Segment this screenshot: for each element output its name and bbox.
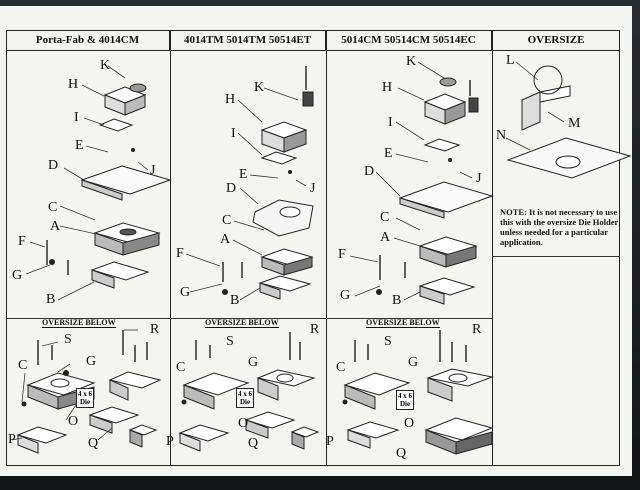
part-label-f: F bbox=[176, 246, 184, 261]
part-label-q: Q bbox=[88, 436, 99, 451]
die-size-text: 4 x 6 bbox=[238, 390, 252, 398]
part-label-h: H bbox=[382, 80, 393, 95]
die-size-box bbox=[396, 390, 414, 410]
part-label-q: Q bbox=[248, 436, 259, 451]
part-label-l: L bbox=[506, 53, 515, 68]
die-size-box bbox=[76, 388, 94, 408]
part-label-e: E bbox=[384, 146, 393, 161]
part-label-i: I bbox=[388, 115, 393, 130]
part-label-j: J bbox=[310, 181, 316, 196]
part-label-c: C bbox=[380, 210, 390, 225]
part-label-d: D bbox=[226, 181, 237, 196]
part-label-g: G bbox=[12, 268, 23, 283]
part-label-b: B bbox=[230, 293, 240, 308]
part-label-d: D bbox=[48, 158, 59, 173]
oversize-below-label: OVERSIZE BELOW bbox=[205, 318, 279, 327]
die-word: Die bbox=[79, 398, 91, 406]
part-label-s: S bbox=[226, 334, 234, 349]
part-label-c: C bbox=[222, 213, 232, 228]
column-header-4: OVERSIZE bbox=[527, 34, 585, 46]
part-label-e: E bbox=[75, 138, 84, 153]
part-label-r: R bbox=[150, 322, 160, 337]
part-label-k: K bbox=[406, 54, 417, 69]
column-header-1: Porta-Fab & 4014CM bbox=[6, 30, 170, 50]
part-label-p: P bbox=[8, 432, 16, 447]
part-label-b: B bbox=[46, 292, 56, 307]
part-label-h: H bbox=[68, 77, 79, 92]
part-label-c: C bbox=[48, 200, 58, 215]
die-size-text: 4 x 6 bbox=[78, 390, 92, 398]
part-label-o: O bbox=[404, 416, 415, 431]
part-label-a: A bbox=[380, 230, 391, 245]
column-header-2: 4014TM 5014TM 50514ET bbox=[170, 30, 326, 50]
part-label-o: O bbox=[68, 414, 79, 429]
part-label-f: F bbox=[18, 234, 26, 249]
part-label-g: G bbox=[248, 355, 259, 370]
part-label-a: A bbox=[220, 232, 231, 247]
part-label-c: C bbox=[336, 360, 346, 375]
part-label-s: S bbox=[384, 334, 392, 349]
part-label-m: M bbox=[568, 116, 581, 131]
part-label-p: P bbox=[326, 434, 334, 449]
oversize-note: NOTE: It is not necessary to use this with the oversize Die Holder unless needed for a particular application. bbox=[500, 207, 619, 247]
part-label-o: O bbox=[238, 416, 249, 431]
column-header-3: 5014CM 50514CM 50514EC bbox=[326, 30, 492, 50]
die-word: Die bbox=[239, 398, 251, 406]
part-label-p: P bbox=[166, 434, 174, 449]
part-label-j: J bbox=[150, 163, 156, 178]
part-label-g: G bbox=[340, 288, 351, 303]
die-size-text: 4 x 6 bbox=[398, 392, 412, 400]
die-word: Die bbox=[399, 400, 411, 408]
part-label-b: B bbox=[392, 293, 402, 308]
part-label-g: G bbox=[408, 355, 419, 370]
part-label-f: F bbox=[338, 247, 346, 262]
part-label-r: R bbox=[310, 322, 320, 337]
part-label-a: A bbox=[50, 219, 61, 234]
part-label-q: Q bbox=[396, 446, 407, 461]
die-size-box bbox=[236, 388, 254, 408]
part-label-r: R bbox=[472, 322, 482, 337]
part-label-e: E bbox=[239, 167, 248, 182]
part-label-g: G bbox=[180, 285, 191, 300]
part-label-h: H bbox=[225, 92, 236, 107]
oversize-below-label: OVERSIZE BELOW bbox=[42, 318, 116, 327]
part-label-g: G bbox=[86, 354, 97, 369]
part-label-k: K bbox=[100, 58, 111, 73]
part-label-i: I bbox=[74, 110, 79, 125]
part-label-n: N bbox=[496, 128, 507, 143]
part-label-d: D bbox=[364, 164, 375, 179]
part-label-k: K bbox=[254, 80, 265, 95]
oversize-below-label: OVERSIZE BELOW bbox=[366, 318, 440, 327]
part-label-c: C bbox=[176, 360, 186, 375]
part-label-s: S bbox=[64, 332, 72, 347]
part-label-i: I bbox=[231, 126, 236, 141]
part-label-c: C bbox=[18, 358, 28, 373]
part-label-j: J bbox=[476, 171, 482, 186]
